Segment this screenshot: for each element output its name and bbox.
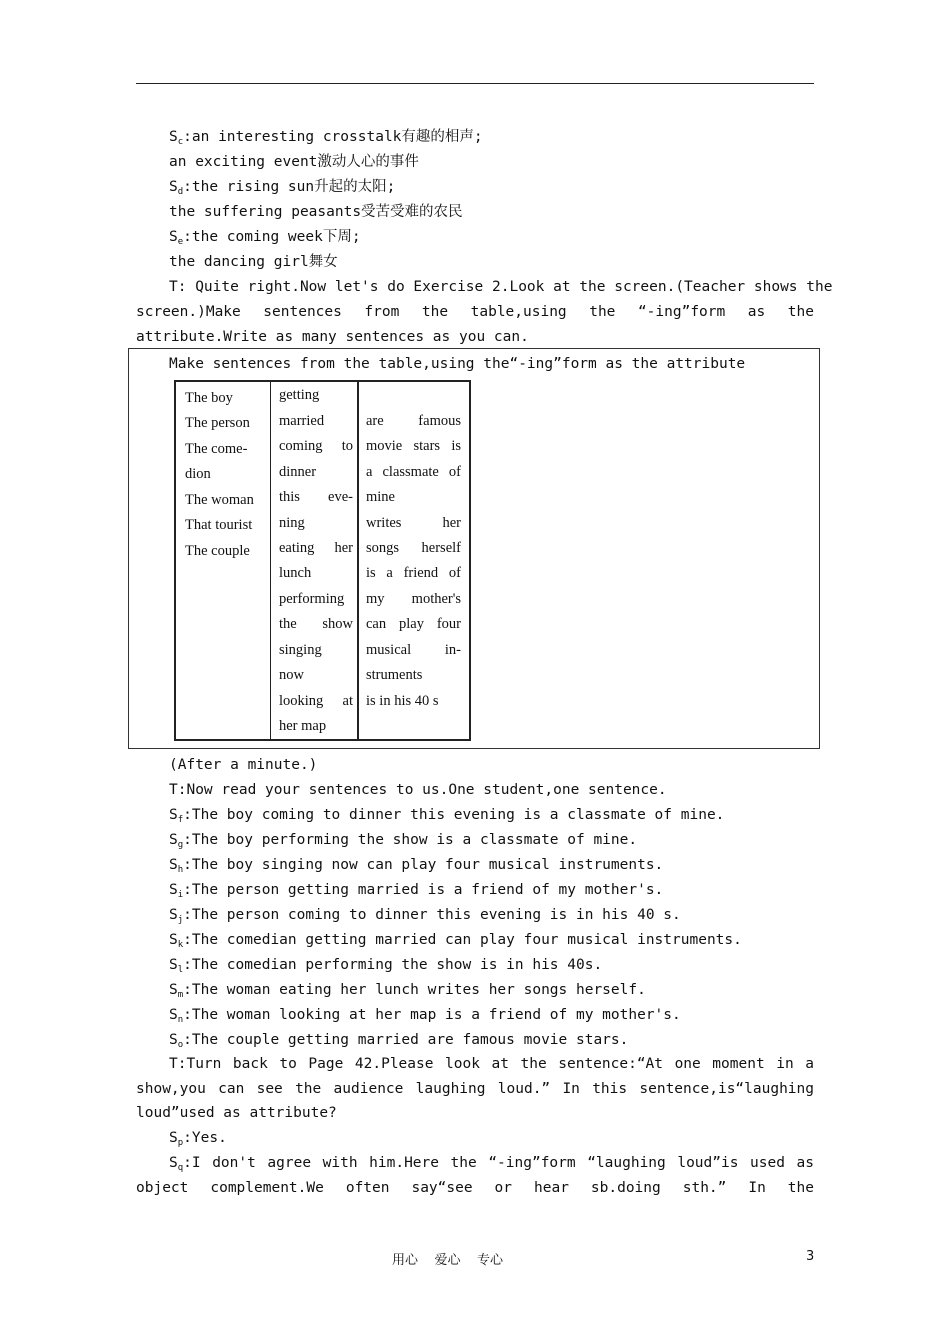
teacher-line: loud”used as attribute? [136, 1105, 337, 1121]
table-cell: now [279, 667, 304, 683]
page-footer: 用心 爱心 专心 [392, 1253, 504, 1268]
answer-line: $S_i:The$ person getting married is a friend of my mother's. [169, 882, 664, 900]
dialogue-line: the suffering peasants受苦受难的农民 [169, 204, 463, 220]
answer-line: $S_h:The$ boy singing now can play four musical instruments. [169, 857, 664, 875]
table-cell: getting [279, 387, 320, 403]
table-column-ing-phrases [270, 382, 359, 739]
table-cell: songs herself [366, 540, 461, 556]
student-line: object complement.We often say“see or hear sb.doing sth.” In the [136, 1180, 814, 1196]
answer-line: $S_g:The$ boy performing the show is a classmate of mine. [169, 832, 638, 850]
answer-line: $S_f:The$ boy coming to dinner this evening is a classmate of mine. [169, 807, 725, 825]
table-cell: musical in- [366, 642, 461, 658]
dialogue-line: $S_c:an$ interesting crosstalk有趣的相声; [169, 129, 483, 147]
table-cell: The woman [185, 492, 254, 508]
table-cell: performing [279, 591, 345, 607]
table-cell: are famous [366, 413, 461, 429]
table-cell: a classmate of [366, 464, 461, 480]
answer-line: $S_l:The$ comedian performing the show is in his 40s. [169, 957, 603, 975]
answer-line: $S_j:The$ person coming to dinner this evening is in his 40 s. [169, 907, 681, 925]
teacher-line: T:Turn back to Page 42.Please look at the sentence:“At one moment in a [169, 1056, 814, 1072]
table-cell: The come- [185, 441, 248, 457]
table-cell: mine [366, 489, 395, 505]
table-cell: can play four [366, 616, 461, 632]
teacher-line: screen.)Make sentences from the table,using the “-ing”form as the [136, 304, 814, 320]
dialogue-line: an exciting event激动人心的事件 [169, 154, 419, 170]
table-cell: writes her [366, 515, 461, 531]
answer-line: $S_n:The$ woman looking at her map is a friend of my mother's. [169, 1007, 681, 1025]
answer-line: $S_k:The$ comedian getting married can play four musical instruments. [169, 932, 742, 950]
table-cell: movie stars is [366, 438, 461, 454]
page-number: 3 [806, 1249, 815, 1264]
table-column-predicates [357, 382, 469, 739]
table-cell: married [279, 413, 325, 429]
table-cell: this eve- [279, 489, 353, 505]
teacher-line: show,you can see the audience laughing loud.” In this sentence,is“laughing [136, 1081, 814, 1097]
table-column-subjects [176, 382, 271, 739]
table-cell: dion [185, 466, 211, 482]
answer-line: $S_o:The$ couple getting married are famous movie stars. [169, 1032, 629, 1050]
table-cell: That tourist [185, 517, 253, 533]
exercise-title: Make sentences from the table,using the“-ing”form as the attribute [169, 356, 746, 372]
table-cell: The person [185, 415, 250, 431]
dialogue-line: $S_e:the$ coming week下周; [169, 229, 361, 247]
table-cell: her map [279, 718, 327, 734]
table-cell: singing [279, 642, 322, 658]
teacher-line: T: Quite right.Now let's do Exercise 2.Look at the screen.(Teacher shows the [169, 279, 833, 295]
table-cell: is in his 40 s [366, 693, 439, 709]
teacher-line: T:Now read your sentences to us.One student,one sentence. [169, 782, 667, 798]
exercise-box [128, 348, 820, 749]
table-cell: lunch [279, 565, 312, 581]
table-cell: struments [366, 667, 423, 683]
table-cell: my mother's [366, 591, 461, 607]
table-cell: eating her [279, 540, 353, 556]
table-cell: coming to [279, 438, 353, 454]
student-line: $S_q:I$ don't agree with him.Here the “-ing”form “laughing loud”is used as [169, 1155, 814, 1173]
teacher-line: attribute.Write as many sentences as you can. [136, 329, 529, 345]
header-rule [136, 83, 814, 84]
exercise-table [174, 380, 471, 741]
table-cell: the show [279, 616, 353, 632]
table-cell: The boy [185, 390, 233, 406]
table-cell: is a friend of [366, 565, 461, 581]
table-cell: The couple [185, 543, 250, 559]
student-line: $S_p:Yes$. [169, 1130, 227, 1148]
dialogue-line: the dancing girl舞女 [169, 254, 338, 270]
table-cell: looking at [279, 693, 353, 709]
answer-line: $S_m:The$ woman eating her lunch writes her songs herself. [169, 982, 646, 1000]
stage-direction: (After a minute.) [169, 757, 318, 773]
dialogue-line: $S_d:the$ rising sun升起的太阳; [169, 179, 396, 197]
table-cell: ning [279, 515, 305, 531]
table-cell: dinner [279, 464, 317, 480]
